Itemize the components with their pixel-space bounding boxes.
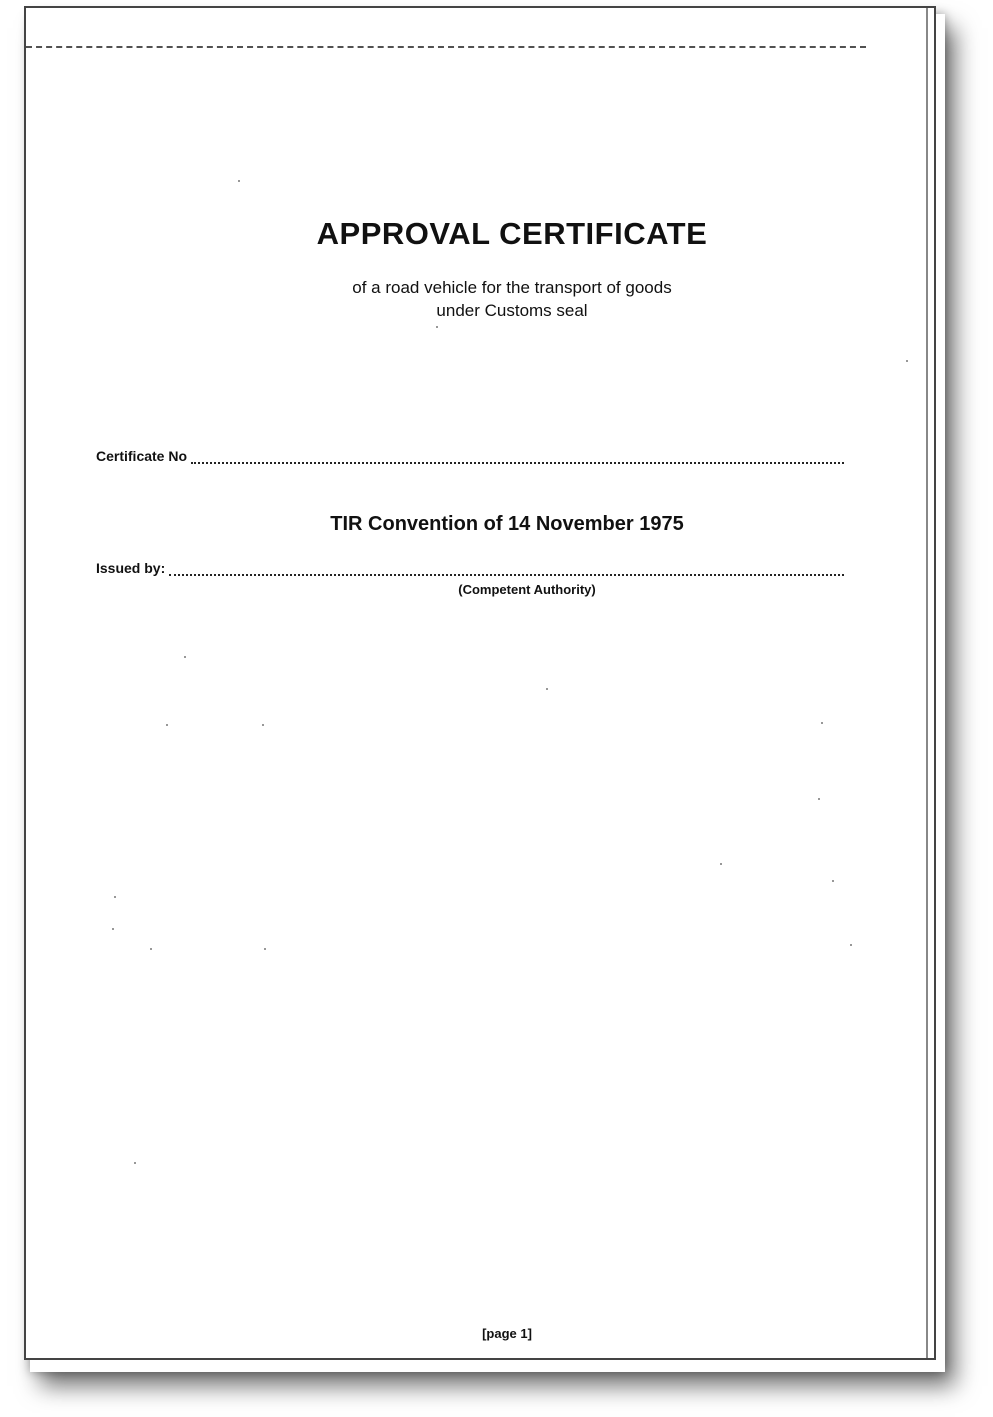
subtitle-line-1: of a road vehicle for the transport of goods (352, 278, 672, 297)
scan-speck (436, 326, 438, 328)
scan-speck (184, 656, 186, 658)
issued-by-field (96, 560, 844, 576)
convention-heading: TIR Convention of 14 November 1975 (330, 513, 684, 535)
scan-speck (821, 722, 823, 724)
scan-speck (166, 724, 168, 726)
document-subtitle (26, 276, 938, 322)
certificate-number-field (96, 448, 844, 464)
issued-by-label: Issued by: (96, 560, 166, 576)
scan-speck (264, 948, 266, 950)
top-rule (26, 46, 866, 48)
scan-speck (262, 724, 264, 726)
scan-speck (150, 948, 152, 950)
subtitle-line-2: under Customs seal (436, 301, 588, 320)
issued-by-line (169, 562, 844, 576)
competent-authority-note: (Competent Authority) (458, 582, 596, 597)
scan-speck (114, 896, 116, 898)
scan-speck (818, 798, 820, 800)
scan-speck (850, 944, 852, 946)
certificate-number-line (191, 450, 844, 464)
scan-speck (238, 180, 240, 182)
certificate-number-label: Certificate No (96, 448, 188, 464)
scan-speck (112, 928, 114, 930)
document-title: APPROVAL CERTIFICATE (316, 216, 708, 251)
page-edge (926, 8, 928, 1358)
scan-speck (832, 880, 834, 882)
document-page (24, 6, 936, 1360)
scan-speck (906, 360, 908, 362)
scan-speck (720, 863, 722, 865)
scan-speck (546, 688, 548, 690)
scan-speck (134, 1162, 136, 1164)
page-number: [page 1] (482, 1326, 532, 1341)
